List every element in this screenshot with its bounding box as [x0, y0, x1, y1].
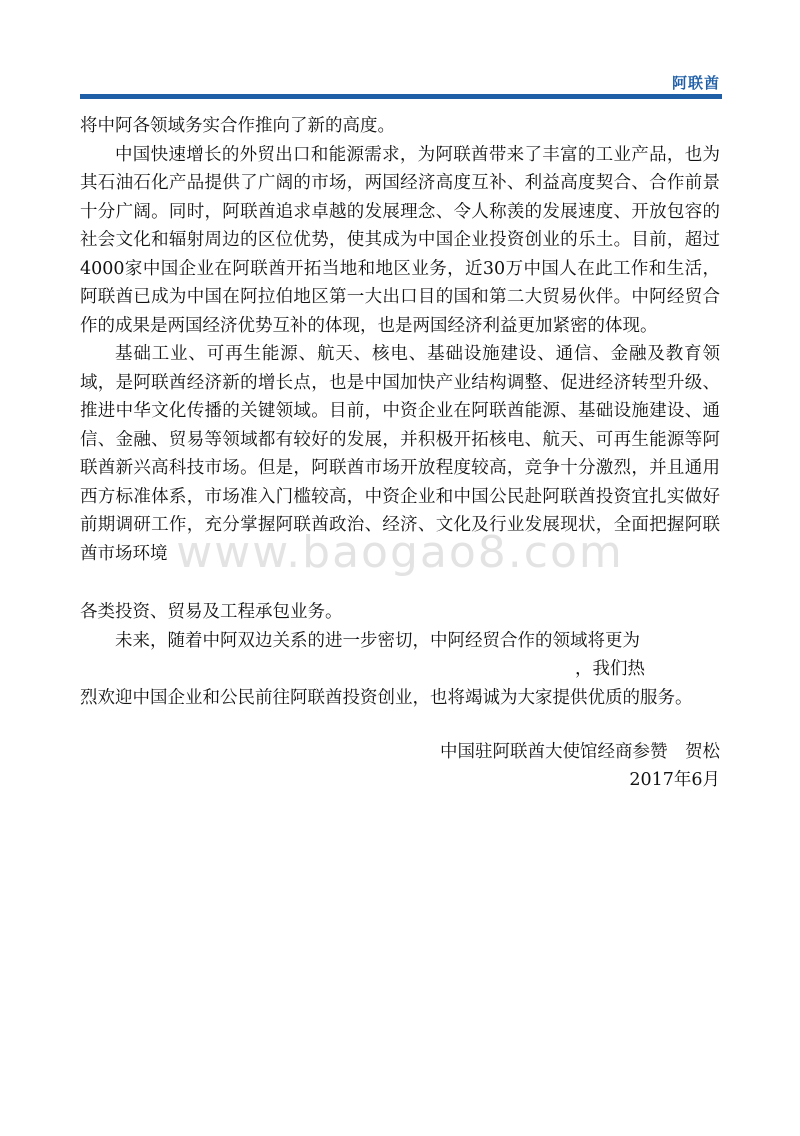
paragraph-future-mid: ，我们热: [575, 659, 645, 679]
paragraph-continuation: 将中阿各领域务实合作推向了新的高度。: [80, 116, 395, 136]
paragraph-future-line: [80, 655, 720, 684]
paragraph-future-start: 未来，随着中阿双边关系的进一步密切，中阿经贸合作的领域将更为: [115, 630, 640, 651]
paragraph-sectors-end: 各类投资、贸易及工程承包业务。: [80, 602, 343, 622]
header-divider: [80, 94, 722, 99]
paragraph-trade: 中国快速增长的外贸出口和能源需求，为阿联酋带来了丰富的工业产品，也为其石油石化产品提供了广阔的市场，两国经济高度互补、利益高度契合、合作前景十分广阔。同时，阿联酋追求卓越的发展理念、令人称羡的发展速度、开放包容的社会文化和辐射周边的区位优势，使其成为中国企业投资创业的乐土。目前，超过4000家中国企业在阿联酋开拓当地和地区业务，近30万中国人在此工作和生活，阿联酋已成为中国在阿拉伯地区第一大出口目的国和第二大贸易伙伴。中阿经贸合作的成果是两国经济优势互补的体现，也是两国经济利益更加紧密的体现。: [80, 144, 720, 336]
document-body: [80, 112, 720, 712]
watermark-gap: [80, 568, 720, 598]
paragraph-future-end: 烈欢迎中国企业和公民前往阿联酋投资创业，也将竭诚为大家提供优质的服务。: [80, 687, 693, 708]
watermark: www.baogao8.com: [176, 527, 624, 578]
signature-date: 2017年6月: [629, 770, 720, 790]
paragraph-sectors: 基础工业、可再生能源、航天、核电、基础设施建设、通信、金融及教育领域，是阿联酋经济新的增长点，也是中国加快产业结构调整、促进经济转型升级、推进中华文化传播的关键领域。目前，中资企业在阿联酋能源、基础设施建设、通信、金融、贸易等领域都有较好的发展，并积极开拓核电、航天、可再生能源等阿联酋新兴高科技市场。但是，阿联酋市场开放程度较高，竞争十分激烈，并且通用西方标准体系，市场准入门槛较高，中资企业和中国公民赴阿联酋投资宜扎实做好前期调研工作，充分掌握阿联酋政治、经济、文化及行业发展现状，全面把握阿联酋市场环境: [80, 344, 720, 564]
header-title: 阿联酋: [671, 74, 720, 92]
signature-author: 中国驻阿联酋大使馆经商参赞 贺松: [440, 742, 720, 762]
signature-block: [300, 738, 720, 794]
